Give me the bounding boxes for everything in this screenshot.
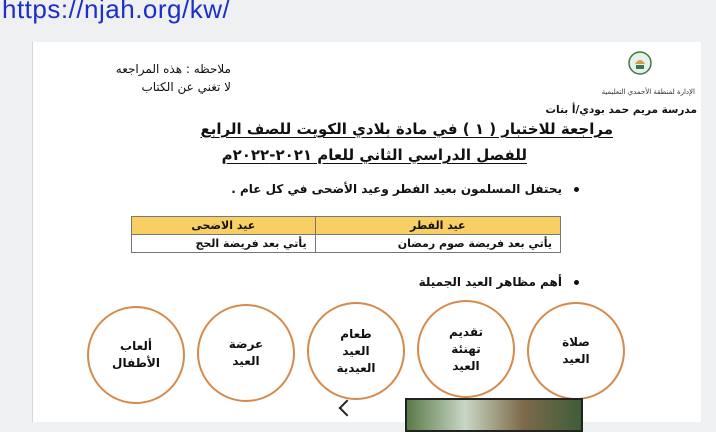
table-header-cell: عيد الاضحى bbox=[132, 217, 316, 235]
bullet-2 bbox=[419, 275, 579, 289]
table-cell: يأتي بعد فريضة الحج bbox=[132, 235, 316, 253]
title-line-2: للفصل الدراسي الثاني للعام ٢٠٢١-٢٠٢٢م bbox=[221, 146, 527, 164]
feature-label: صلاة العيد bbox=[562, 335, 590, 366]
feature-circle bbox=[87, 306, 185, 404]
table-header-cell: عيد الفطر bbox=[315, 217, 560, 235]
administration-label: الإدارة لمنطقة الأحمدي التعليمية bbox=[601, 88, 695, 96]
feature-label: عرضة العيد bbox=[228, 337, 264, 368]
feature-label: ألعاب الأطفال bbox=[112, 339, 160, 370]
feature-label: طعام العيد العيدية bbox=[336, 326, 376, 375]
school-name: مدرسة مريم حمد بودي/أ بنات bbox=[545, 104, 697, 116]
feature-circle bbox=[197, 304, 295, 402]
table-header-row bbox=[132, 217, 561, 235]
note-line-1: ملاحظه : هذه المراجعه bbox=[115, 62, 231, 76]
table-cell: يأتي بعد فريضة صوم رمضان bbox=[315, 235, 560, 253]
kuwait-emblem-icon bbox=[627, 50, 653, 76]
worksheet-page bbox=[32, 42, 701, 422]
bullet-dot-icon bbox=[574, 280, 579, 285]
bullet-1-text: يحتفل المسلمون بعيد الفطر وعيد الأضحى في كل عام . bbox=[231, 182, 562, 196]
feature-circle bbox=[527, 302, 625, 400]
source-url[interactable]: https://njah.org/kw/ bbox=[2, 0, 231, 24]
title-line-1: مراجعة للاختبار ( ١ ) في مادة بلادي الكويت للصف الرابع bbox=[200, 120, 613, 138]
feature-label: تقديم تهنئة العيد bbox=[449, 324, 483, 373]
feature-circle bbox=[417, 300, 515, 398]
eid-table bbox=[131, 216, 561, 253]
bullet-dot-icon bbox=[574, 187, 579, 192]
bullet-2-text: أهم مظاهر العيد الجميلة bbox=[418, 275, 562, 289]
note-line-2: لا تغني عن الكتاب bbox=[141, 80, 231, 94]
illustration-image bbox=[405, 398, 583, 432]
eid-features-diagram bbox=[33, 306, 701, 426]
table-row bbox=[132, 235, 561, 253]
feature-circle bbox=[307, 302, 405, 400]
bullet-1 bbox=[231, 182, 579, 196]
